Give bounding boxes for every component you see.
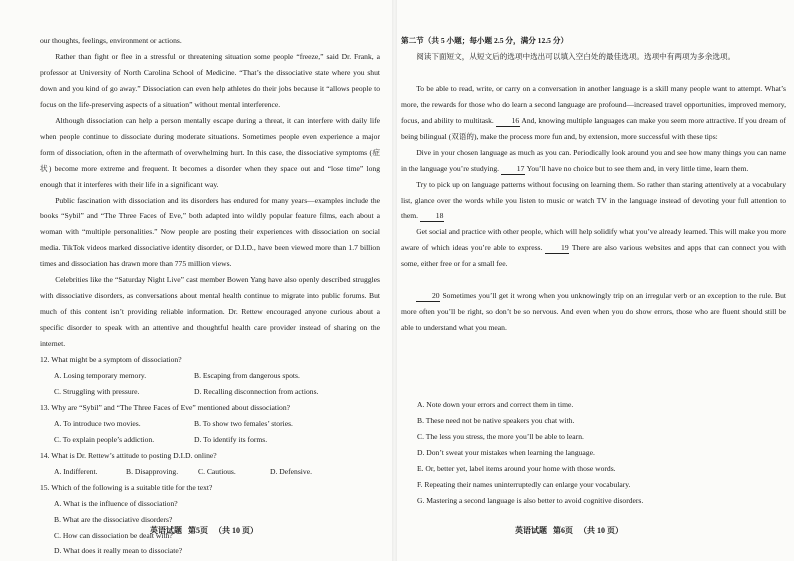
choice-a[interactable]: A. Note down your errors and correct them in time. (417, 400, 574, 409)
option-b[interactable]: B. Escaping from dangerous spots. (194, 371, 300, 381)
option-c[interactable]: C. To explain people’s addiction. (54, 434, 155, 444)
passage-paragraph: our thoughts, feelings, environment or actions. (40, 36, 182, 45)
option-d[interactable]: D. What does it really mean to dissociate? (54, 546, 183, 556)
option-a[interactable]: A. Losing temporary memory. (54, 371, 147, 381)
blank-20[interactable]: 20 (416, 290, 440, 302)
exam-page-5 (0, 0, 392, 561)
option-d[interactable]: D. To identify its forms. (194, 434, 268, 444)
question-14 (40, 448, 380, 480)
blank-16[interactable]: 16 (496, 115, 520, 127)
question-12 (40, 352, 380, 400)
passage-paragraph (401, 81, 786, 145)
passage-paragraph (401, 224, 786, 272)
option-c[interactable]: C. How can dissociation be dealt with? (54, 530, 173, 540)
choice-b[interactable]: B. These need not be native speakers you chat with. (417, 415, 575, 425)
blank-17[interactable]: 17 (501, 163, 525, 175)
passage-text: There are also various websites and apps that can connect you with some, either free or for a small fee. (401, 243, 786, 269)
passage-text: Get social and practice with other people, which will help solidify what you’ve already learned. This will make you more aware of which ideas you’re able to express. (401, 227, 786, 253)
passage-text: And, knowing multiple languages can make you seem more attractive. If you dream of being bilingual (双语的), make the process more fun and, by extension, more successful with these tips: (401, 115, 786, 141)
question-15 (40, 480, 380, 560)
passage-text: Try to pick up on language patterns without focusing on learning them. So rather than staring attentively at a vocabulary list, glance over the words while you listen to music or watch TV in the language instead of devoting your full attention to them. (401, 179, 786, 221)
page-footer: 英语试题 第5页 （共 10 页） (150, 526, 258, 535)
choice-d[interactable]: D. Don’t sweat your mistakes when learning the language. (417, 447, 595, 457)
page-footer: 英语试题 第6页 （共 10 页） (515, 526, 623, 535)
passage-text: You’ll have no choice but to see them and, in very little time, learn them. (526, 163, 749, 173)
passage-paragraph: Celebrities like the “Saturday Night Live” cast member Bowen Yang have also openly described struggles with dissociative disorders, as conversations about mental health continue to migrate into public forums. But much of this content isn’t providing reliable information. Dr. Rettew encouraged anyone curious about a specific disorder to speak with an attentive and thoughtful health care provider instead of sharing on the internet. (40, 275, 380, 349)
question-stem: 15. Which of the following is a suitable title for the text? (40, 482, 213, 492)
choice-e[interactable]: E. Or, better yet, label items around your home with those words. (417, 463, 616, 473)
option-d[interactable]: D. Defensive. (270, 466, 312, 476)
question-13 (40, 400, 380, 448)
passage-paragraph: Although dissociation can help a person mentally escape during a threat, it can interfere with daily life when people continue to dissociate during moderate situations. Sometimes people even experience a major form of dissociation, often in the aftermath of overwhelming hurt. In this case, the dissociative symptoms (症状) become more extreme and frequent. It becomes a disorder when they space out and “lose time” long enough that it interferes with their life in a significant way. (40, 115, 380, 189)
passage-text: To be able to read, write, or carry on a conversation in another language is a skill many people want to attempt. What’s more, the rewards for those who do learn a second language are profound—increased travel opportunities, improved memory, focus, and ability to multitask. (401, 83, 786, 125)
answer-choices-list (417, 397, 782, 509)
option-a[interactable]: A. What is the influence of dissociation? (54, 498, 178, 508)
option-c[interactable]: C. Cautious. (198, 466, 236, 476)
option-d[interactable]: D. Recalling disconnection from actions. (194, 386, 319, 396)
passage-paragraph: Public fascination with dissociation and its disorders has endured for many years—examples include the books “Sybil” and “The Three Faces of Eve,” both adapted into wildly popular feature films, each about a woman with “multiple personalities.” Now people are posting their experiences with dissociation on social media. TikTok videos marked dissociative identity disorder, or D.I.D., have been viewed more than 1.7 billion times and dissociation has drawn more than 775 million views. (40, 195, 380, 269)
option-b[interactable]: B. What are the dissociative disorders? (54, 514, 173, 524)
cloze-passage-column (401, 33, 786, 336)
option-a[interactable]: A. To introduce two movies. (54, 418, 141, 428)
question-stem: 14. What is Dr. Rettew’s attitude to posting D.I.D. online? (40, 450, 217, 460)
choice-f[interactable]: F. Repeating their names uninterruptedly can enlarge your vocabulary. (417, 479, 631, 489)
choice-g[interactable]: G. Mastering a second language is also better to avoid cognitive disorders. (417, 495, 644, 505)
question-stem: 12. What might be a symptom of dissociation? (40, 355, 182, 365)
section-instructions: 阅读下面短文，从短文后的选项中选出可以填入空白处的最佳选项。选项中有两项为多余选项。 (416, 51, 736, 61)
passage-text: Sometimes you’ll get it wrong when you unknowingly trip on an irregular verb or an exception to the rule. But more often you’ll be right, so don’t be so nervous. And even when you do show errors, those who are fluent should still be able to understand what you mean. (401, 291, 786, 333)
blank-18[interactable]: 18 (420, 210, 444, 222)
question-stem: 13. Why are “Sybil” and “The Three Faces of Eve” mentioned about dissociation? (40, 402, 291, 412)
option-b[interactable]: B. Disapproving. (126, 466, 179, 476)
passage-paragraph: Rather than fight or flee in a stressful or threatening situation some people “freeze,” said Dr. Frank, a professor at University of North Carolina School of Medicine. “That’s the dissociative state where you shut down and you kind of go away.” Dissociation can even help athletes do their jobs because it “allows people to focus on the life-preserving aspects of a situation” without mental interference. (40, 51, 380, 109)
choice-c[interactable]: C. The less you stress, the more you’ll be able to learn. (417, 431, 584, 441)
reading-passage-column (40, 33, 380, 559)
passage-paragraph (401, 288, 786, 336)
option-b[interactable]: B. To show two females’ stories. (194, 418, 293, 428)
passage-paragraph (401, 177, 786, 225)
passage-text: Dive in your chosen language as much as you can. Periodically look around you and see how many things you can name in the language you’re studying. (401, 147, 786, 173)
passage-paragraph (401, 145, 786, 177)
exam-page-6 (397, 0, 794, 561)
blank-19[interactable]: 19 (545, 242, 569, 254)
option-a[interactable]: A. Indifferent. (54, 466, 98, 476)
option-c[interactable]: C. Struggling with pressure. (54, 386, 140, 396)
section-title: 第二节（共 5 小题；每小题 2.5 分，满分 12.5 分） (401, 36, 569, 45)
